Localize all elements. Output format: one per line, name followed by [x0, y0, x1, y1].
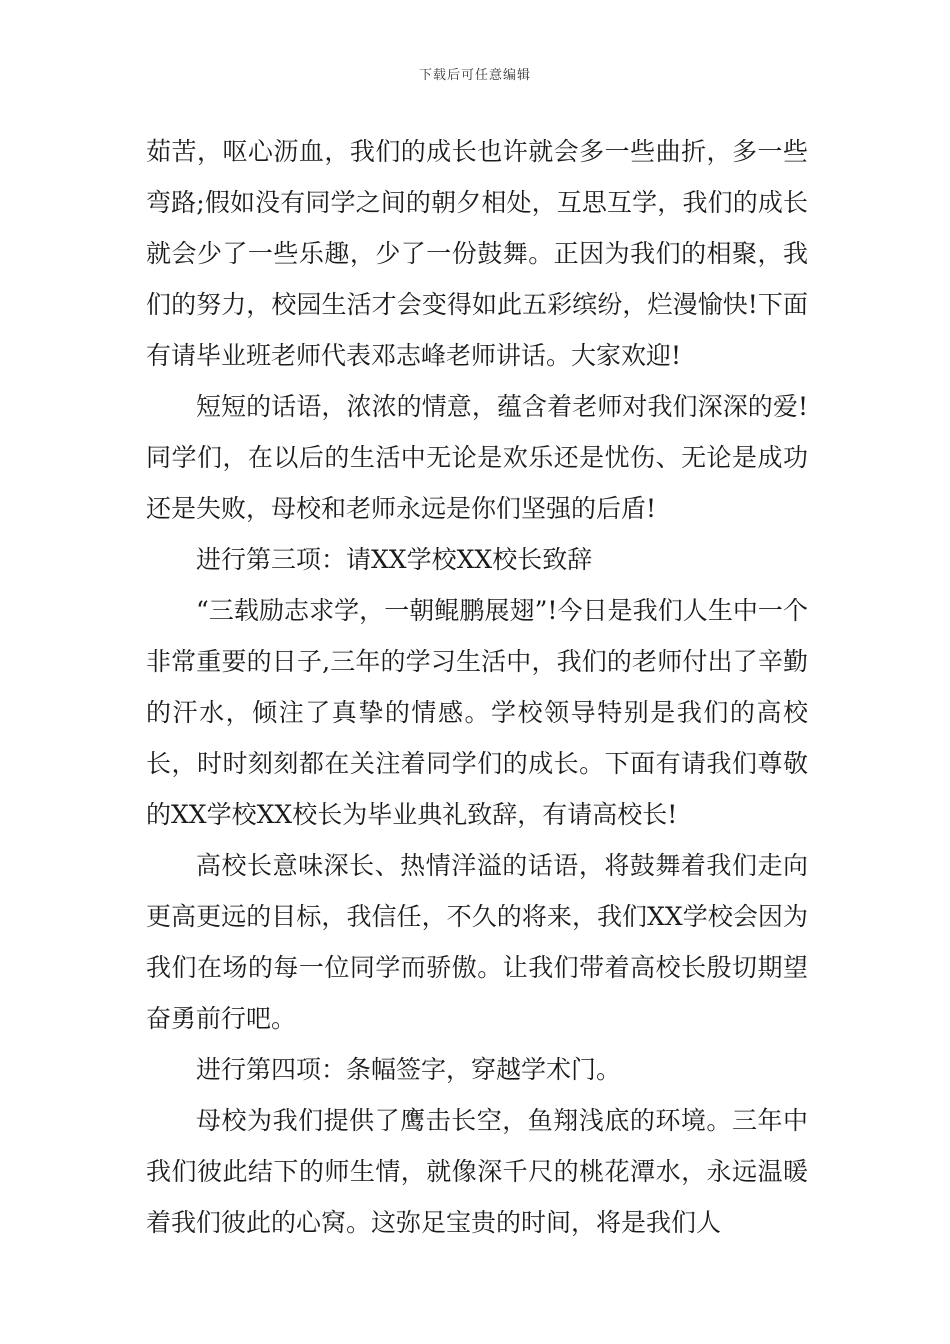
paragraph-continuation: 茹苦，呕心沥血，我们的成长也许就会多一些曲折，多一些弯路;假如没有同学之间的朝夕相处，互思互学，我们的成长就会少了一些乐趣，少了一份鼓舞。正因为我们的相聚，我们的努力，校园生活才会变得如此五彩缤纷，烂漫愉快!下面有请毕业班老师代表邓志峰老师讲话。大家欢迎! — [146, 137, 808, 370]
document-body — [146, 126, 808, 1248]
section-heading: 进行第三项：请XX学校XX校长致辞 — [196, 545, 593, 574]
paragraph: 短短的话语，浓浓的情意，蕴含着老师对我们深深的爱!同学们，在以后的生活中无论是欢乐还是忧伤、无论是成功还是失败，母校和老师永远是你们坚强的后盾! — [146, 392, 808, 523]
paragraph: “三载励志求学，一朝鲲鹏展翅”!今日是我们人生中一个非常重要的日子,三年的学习生活中，我们的老师付出了辛勤的汗水，倾注了真挚的情感。学校领导特别是我们的高校长，时时刻刻都在关注着同学们的成长。下面有请我们尊敬的XX学校XX校长为毕业典礼致辞，有请高校长! — [146, 596, 808, 829]
paragraph: 高校长意味深长、热情洋溢的话语，将鼓舞着我们走向更高更远的目标，我信任，不久的将来，我们XX学校会因为我们在场的每一位同学而骄傲。让我们带着高校长殷切期望奋勇前行吧。 — [146, 851, 808, 1033]
page-header: 下载后可任意编辑 — [418, 68, 531, 83]
paragraph: 母校为我们提供了鹰击长空，鱼翔浅底的环境。三年中我们彼此结下的师生情，就像深千尺的桃花潭水，永远温暖着我们彼此的心窝。这弥足宝贵的时间，将是我们人 — [146, 1106, 808, 1237]
section-heading: 进行第四项：条幅签字，穿越学术门。 — [196, 1055, 622, 1084]
